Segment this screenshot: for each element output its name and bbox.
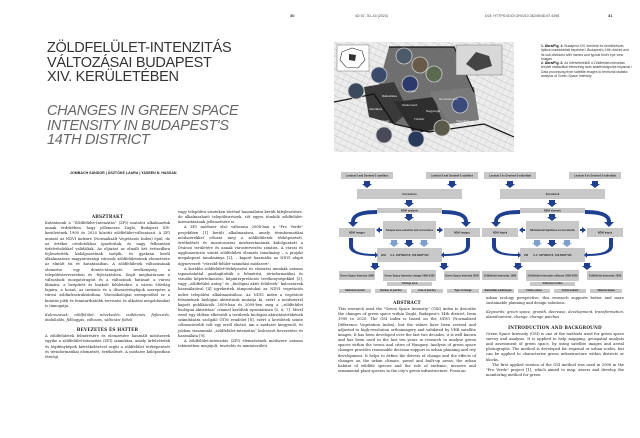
right-column-2 bbox=[486, 296, 624, 378]
flowchart-svg bbox=[337, 170, 482, 282]
intro-text-2: The first applied version of the GSI method was used in 2008 in the "Pro Verde" project [1], which aimed to map, assess and develop the monitoring method for green bbox=[486, 362, 624, 378]
down-arrow bbox=[582, 263, 592, 270]
curved-arrow bbox=[348, 210, 377, 227]
output-box: Változás típusa bbox=[590, 289, 622, 293]
ndvi-images-left-label: NDVI képek bbox=[492, 231, 508, 235]
title-en-line: CHANGES IN GREEN SPACE bbox=[47, 103, 239, 119]
satellite-box-right-label: Landsat 8 and Sentinel-2 satellites bbox=[430, 174, 474, 178]
down-arrow bbox=[439, 263, 449, 270]
intro-heading: BEVEZETÉS ÉS HÁTTÉR bbox=[76, 327, 139, 333]
photo-circle bbox=[426, 66, 442, 82]
title-en-line: 14TH DISTRICT bbox=[47, 132, 150, 148]
intro-text: Green Space Intensity (GSI) is one of the methods used for green space survey and analysis. It is applied to help mapping, geospatial analysis and assessment of green space, by using satellite images and aerial photographs. The method is developed for regional or urban scales, but can be applied to characterise green infrastructure within districts or blocks. bbox=[486, 331, 624, 362]
figure-captions bbox=[541, 44, 633, 78]
down-arrow bbox=[362, 181, 372, 188]
paragraph: vagy települési szinteken történő használatra került kifejlesztésre, de alkalmazható településrészek, sőt egyes tömbök zöldfelület-intenzitásának jellemzésére is. bbox=[178, 210, 303, 225]
curved-arrow bbox=[491, 210, 520, 227]
page-number: 30 bbox=[290, 13, 295, 18]
photo-circle bbox=[396, 48, 412, 64]
ndvi-images-left-label: NDVI images bbox=[349, 231, 365, 235]
photo-circle bbox=[376, 127, 392, 143]
photo-circle bbox=[371, 67, 387, 83]
intro-heading: INTRODUCTION AND BACKGROUND bbox=[508, 324, 602, 330]
curved-arrow bbox=[442, 210, 471, 227]
flowchart-hungarian bbox=[480, 170, 625, 282]
gsi-2020-box-label: Zöldfelület-intenzitás 2020 bbox=[588, 274, 622, 278]
gsi-label: GSI bbox=[381, 253, 386, 257]
output-box: Number of patches bbox=[375, 289, 407, 293]
down-arrow bbox=[590, 181, 600, 188]
curved-arrow bbox=[349, 238, 378, 258]
photo-circle bbox=[348, 83, 364, 99]
journal-header: 4D 67, 30–43 (2023) bbox=[355, 14, 388, 18]
map-label: Istvánmező bbox=[402, 103, 418, 107]
left-column-2 bbox=[178, 210, 303, 349]
satellite-box-left-label: Landsat 5 és Sentinel-2 műholdak bbox=[489, 174, 531, 178]
right-arrow bbox=[376, 227, 382, 233]
keywords: Kulcsszavak: zöldfelület, növekedés, csökkenés, fejlesztés, átalakulás, felhagyás, változás, változási foltok bbox=[45, 312, 170, 322]
gsi-formula-box-label: 0-1: 100*NDVI<0; 100-NDVI*100 bbox=[390, 254, 429, 257]
gsi-formula-box-label: 0-1: 100*NDVI<0; 100-NDVI*100 bbox=[533, 254, 572, 257]
photo-circle bbox=[434, 120, 450, 136]
down-arrow bbox=[547, 214, 557, 221]
title-english bbox=[47, 104, 238, 148]
sample-area-box-label: Mintaterület kijelölése és korrekciók bbox=[530, 229, 575, 232]
caption-1 bbox=[541, 44, 633, 61]
down-arrow bbox=[447, 181, 457, 188]
output-box: Area of patches bbox=[411, 289, 443, 293]
down-arrow bbox=[370, 263, 380, 270]
gsi-1990-box-label: Zöldfelület-intenzitás 1990 bbox=[483, 274, 517, 278]
output-box: Foltok száma bbox=[518, 289, 550, 293]
output-box: Foltok területe bbox=[554, 289, 586, 293]
abstract-heading: ABSTRACT bbox=[393, 300, 421, 305]
intro-text: A zöldfelületek felmérésére és elemzésére használt módszerek egyike a zöldfelület-intenzitás (ZFI) számítása, amely űrfelvételek és légifényképek kiértékelésével segíti a zöldfelület térképezését és térinformatikai elemzését, értékelését. A módszer külöpontban térségi bbox=[45, 334, 170, 359]
corrections-box-label: Corrections bbox=[402, 193, 417, 196]
output-box: Statisztikai eredmények bbox=[482, 289, 514, 293]
down-arrow bbox=[404, 214, 414, 221]
ndvi-images-right-label: NDVI images bbox=[454, 231, 470, 235]
map-label: Rákosfalva bbox=[382, 94, 397, 98]
sample-area-box-label: Sample area selection and corrections bbox=[385, 229, 434, 232]
output-box: Statistical results bbox=[339, 289, 371, 293]
gsi-1990-box-label: Green Space Intensity 1990 bbox=[340, 274, 374, 278]
down-arrow bbox=[513, 263, 523, 270]
ndvi-analysis-box-label: NDVI analysis bbox=[400, 209, 419, 213]
down-arrow bbox=[547, 240, 557, 247]
left-arrow bbox=[580, 227, 586, 233]
district-map-figure bbox=[334, 42, 514, 152]
abstract-text: This research used the "Green Space Intensity" (GSI) index to describe the changes of green space within Zugló, Budapest's 14th district, from 1990 to 2020. The GSI index is based on the NDVI (Normalized Difference Vegetation Index), but the values have been revised and adjusted to high-resolution orthoimagery and validated by VHR satellite images. It has been developed over the last two decades, it is well known and has been used in the last ten years in research to analyse green spaces within the towns and cities of Hungary. Analysis of green space changes provides reasonable decision-support in urban planning and city development. It helps to define the drivers of change and the effects of changes on the urban climate, paved and built-up areas, the urban habitat of wildlife species and the role of endemic, invasive and ornamental plant species in the city's green infrastructure. From an bbox=[338, 307, 476, 374]
corrections-box-label: Korrekciók bbox=[545, 193, 560, 196]
paragraph: A zöldfelület-intenzitás (ZFI) elemzésének módszere számos tekintetben megújult, tesztelés és mintaterületi bbox=[178, 338, 303, 349]
keywords: Keywords: green space, growth, decrease, development, transformation, abandonment, change, change patches bbox=[486, 310, 624, 320]
doi-header: DOI: HTTPS://DOI.ORG/10.36249/4D.67.4398 bbox=[485, 14, 560, 18]
title-hu-line: VÁLTOZÁSAI BUDAPEST bbox=[47, 54, 212, 71]
flowchart-english bbox=[337, 170, 482, 282]
down-arrow bbox=[404, 200, 414, 207]
map-label: Alsórákos bbox=[369, 107, 383, 111]
curved-arrow bbox=[492, 238, 521, 258]
left-column-1 bbox=[45, 210, 170, 360]
down-arrow bbox=[419, 240, 429, 247]
map-svg bbox=[334, 42, 514, 152]
ndvi-images-right-label: NDVI képek bbox=[597, 231, 613, 235]
satellite-box-left-label: Landsat 5 and Sentinel-2 satellites bbox=[345, 174, 389, 178]
caption-1-text: Budapest XIV. kerülete és kerületrészei, tipikus madártávlati képekkel / Budapest's 14th district and its sub-divisions with names and typical bird's eye view images bbox=[541, 44, 629, 61]
curved-arrow bbox=[584, 238, 613, 258]
curved-arrow bbox=[585, 210, 614, 227]
gsi-change-box-label: Green Space Intensity change 1990-2020 bbox=[384, 274, 435, 278]
left-arrow bbox=[437, 227, 443, 233]
down-arrow bbox=[505, 181, 515, 188]
photo-circle bbox=[408, 131, 424, 147]
title-hu-line: ZÖLDFELÜLET-INTENZITÁS bbox=[47, 40, 232, 56]
down-arrow bbox=[389, 240, 399, 247]
photo-circle bbox=[412, 57, 428, 73]
abstract-text: Kutatásunk a "Zöldfelület-Intenzitás" (ZFI) mutatót alkalmaztuk annak érdekében, hogy jellemezze Zugló, Budapest XIV. kerületének 1990 és 2020 közötti zöldfelület-változásait. A ZFI mutató az NDVI indexre (Normalizált Vegetációs Index) épül, de az értékei ortofotókhoz igazítottak, és nagy felbontású űrfelvételekkel validáltak. Az eljárást az elmúlt két évtizedben fejlesztették, kidolgozottnak tartják, és gyakran kerül alkalmazásra magyarországi városok zöldfelületeinek elemzésére az elmúlt tíz év kutatásaiban. A zöldfelületek változásának elemzése egy döntés-támogató tevékenység a településtervezésben és -fejlesztésben. Segít meghatározni a változások mozgatórugóit és a változások hatásait a városi klímára, a beépített és burkolt felületekre, a városi élővilág fajaira, a hozzá, az inváziós és a díszszövényfajok szerepére a városi zöldinfrastruktúrában. Városökológiai szempontból ez a kutatás jobb és fenntarthatóbb tervezési és alkotási megoldásokat is támogatja. bbox=[45, 221, 170, 308]
paragraph: A ZFI módszer első változata 2008-ban a "Pro Verde" projektben [1] került alkalmazásra, amely térinformatikai módszerekkel célozta meg a zöldfelületek térképezését, értékelését és monitorozási módszertanának kidolgozását a Dvárosi területére és annak várostervezési zónáira. A városi és agglomerációs szintű zöldfelületi elemzés tanulmány – a projekt megalapozó tanulmánya [2], – kapott használta az NDVI alapú úgynevezett "vörzöld-felület-számítási módszert". bbox=[178, 225, 303, 266]
title-hungarian bbox=[47, 41, 231, 85]
caption-1-label: 1. Ábra/Fig. 1: bbox=[541, 44, 564, 48]
ndvi-analysis-box-label: NDVI elemzés bbox=[543, 209, 562, 213]
page-number: 31 bbox=[608, 13, 613, 18]
right-column-1 bbox=[338, 296, 476, 374]
title-en-line: INTENSITY IN BUDAPEST'S bbox=[47, 117, 229, 134]
gsi-2020-box-label: Green Space Intensity 2020 bbox=[445, 274, 479, 278]
authors: JOMBACH SÁNDOR | ÜSZTÖKE LAURA | YASEEN N. HASSAN bbox=[70, 171, 177, 175]
map-label: Nagyzugló bbox=[426, 109, 441, 113]
map-label: Zugló bbox=[408, 89, 416, 93]
paragraph: A korábbi zöldfelület-térképezési és elemzési munkák számos tapasztalattal gazdagították a felmérési, térinformatikai és vizuális képértelmezési, képinterpretációs tevékenységekkel [3], vagy „zöldfelület arány” és „biológiai aktív felületek” kulcsszavak használatával [4] igyekeztek támpontokat az NDVI vegetációs index települési alkalmazásához. Az NDVI index a vegetáció felszínének biológiai aktivitását mutatja ki, ezért a módszerrel kapott publikációk 2008-ban és 2009-ben meg a „zöldfelület biológiai aktivitása” címmel kerültek nyomtatásra [5, 6, 7]. Mivel ezzel egy időben elkészült a területek biológiai aktivitásértékének számítására szolgáló ÖTM rendelet [8], ezért a kerületek szinte célmentesebb volt egy erről elnéző, ám a módszer kiegyenlő, és jobban visszamaló „zöldfelület-intenzitás” kulcsszót bevezetése és használata [9]. bbox=[178, 266, 303, 338]
gsi-change-box-label: Zöldfelület-intenzitás változás 1990-2020 bbox=[527, 274, 578, 278]
paragraph: urban ecology perspective, this research supports better and more sustainable planning and design solutions. bbox=[486, 296, 624, 306]
right-arrow bbox=[519, 227, 525, 233]
caption-2 bbox=[541, 61, 633, 78]
caption-2-text: Az űrfelvételektől a Zöldfelület-intenzitás területi statisztikai elemzésig tartó adatfeldolgozás folyamat / Data processing from satellite images to territorial statistic analysis of Green Space Intensity bbox=[541, 61, 633, 79]
output-box: Type of change bbox=[447, 289, 479, 293]
map-label: Kiszugló bbox=[378, 119, 390, 123]
curved-arrow bbox=[441, 238, 470, 258]
satellite-box-right-label: Landsat 8 és Sentinel-2 műholdak bbox=[574, 174, 616, 178]
flowchart-svg bbox=[480, 170, 625, 282]
map-label: Városliget bbox=[456, 119, 470, 123]
down-arrow bbox=[532, 240, 542, 247]
map-label: Törökőr bbox=[414, 117, 425, 121]
abstract-heading: ABSZTRAKT bbox=[91, 214, 124, 219]
down-arrow bbox=[547, 200, 557, 207]
change-area-box: Change area bbox=[387, 282, 432, 286]
map-label: Herminamező bbox=[439, 97, 458, 101]
gsi-label: ZFI bbox=[524, 253, 529, 257]
title-hu-line: XIV. KERÜLETÉBEN bbox=[47, 69, 179, 85]
down-arrow bbox=[562, 240, 572, 247]
caption-2-label: 2. Ábra/Fig. 2: bbox=[541, 61, 564, 66]
down-arrow bbox=[404, 240, 414, 247]
change-area-box: Változási terület bbox=[530, 282, 575, 286]
